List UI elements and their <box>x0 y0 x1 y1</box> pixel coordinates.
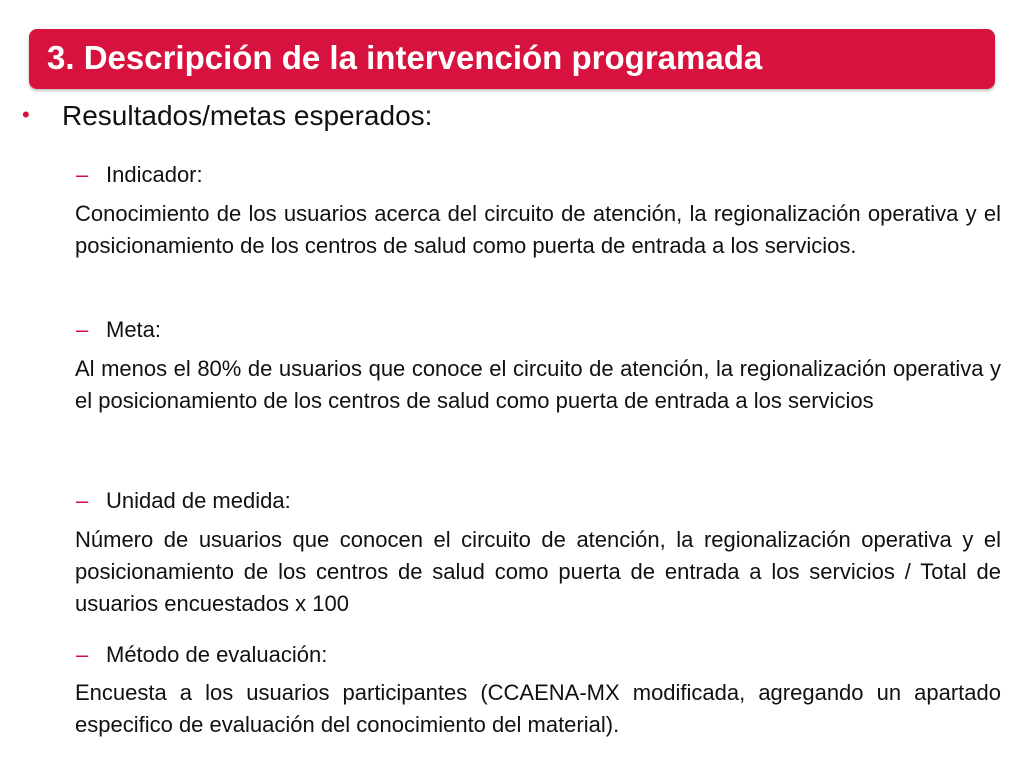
dash-icon: – <box>76 162 89 187</box>
section-heading-label: Indicador: <box>106 162 203 187</box>
section-heading-label: Meta: <box>106 317 162 342</box>
bullet-icon: • <box>22 102 30 127</box>
section-heading-unidad <box>76 488 291 514</box>
section-heading-indicador <box>76 162 203 188</box>
slide-title: 3. Descripción de la intervención programada <box>47 39 763 76</box>
dash-icon: – <box>76 317 89 342</box>
section-text-meta: Al menos el 80% de usuarios que conoce el circuito de atención, la regionalización operativa y el posicionamiento de los centros de salud como puerta de entrada a los servicios <box>75 356 1001 413</box>
dash-icon: – <box>76 642 89 667</box>
dash-icon: – <box>76 488 89 513</box>
section-heading-label: Método de evaluación: <box>106 642 328 667</box>
section-heading-meta <box>76 317 161 343</box>
title-banner <box>29 29 995 89</box>
section-text-unidad: Número de usuarios que conocen el circuito de atención, la regionalización operativa y el posicionamiento de los centros de salud como puerta de entrada a los servicios / Total de usuarios encuestados x 100 <box>75 527 1001 616</box>
section-text-metodo: Encuesta a los usuarios participantes (CCAENA-MX modificada, agregando un apartado especifico de evaluación del conocimiento del material). <box>75 680 1001 737</box>
section-heading-label: Unidad de medida: <box>106 488 291 513</box>
bullet-heading-row <box>22 100 432 132</box>
bullet-heading: Resultados/metas esperados: <box>62 100 433 131</box>
section-text-indicador: Conocimiento de los usuarios acerca del circuito de atención, la regionalización operativa y el posicionamiento de los centros de salud como puerta de entrada a los servicios. <box>75 201 1001 258</box>
section-heading-metodo <box>76 642 327 668</box>
